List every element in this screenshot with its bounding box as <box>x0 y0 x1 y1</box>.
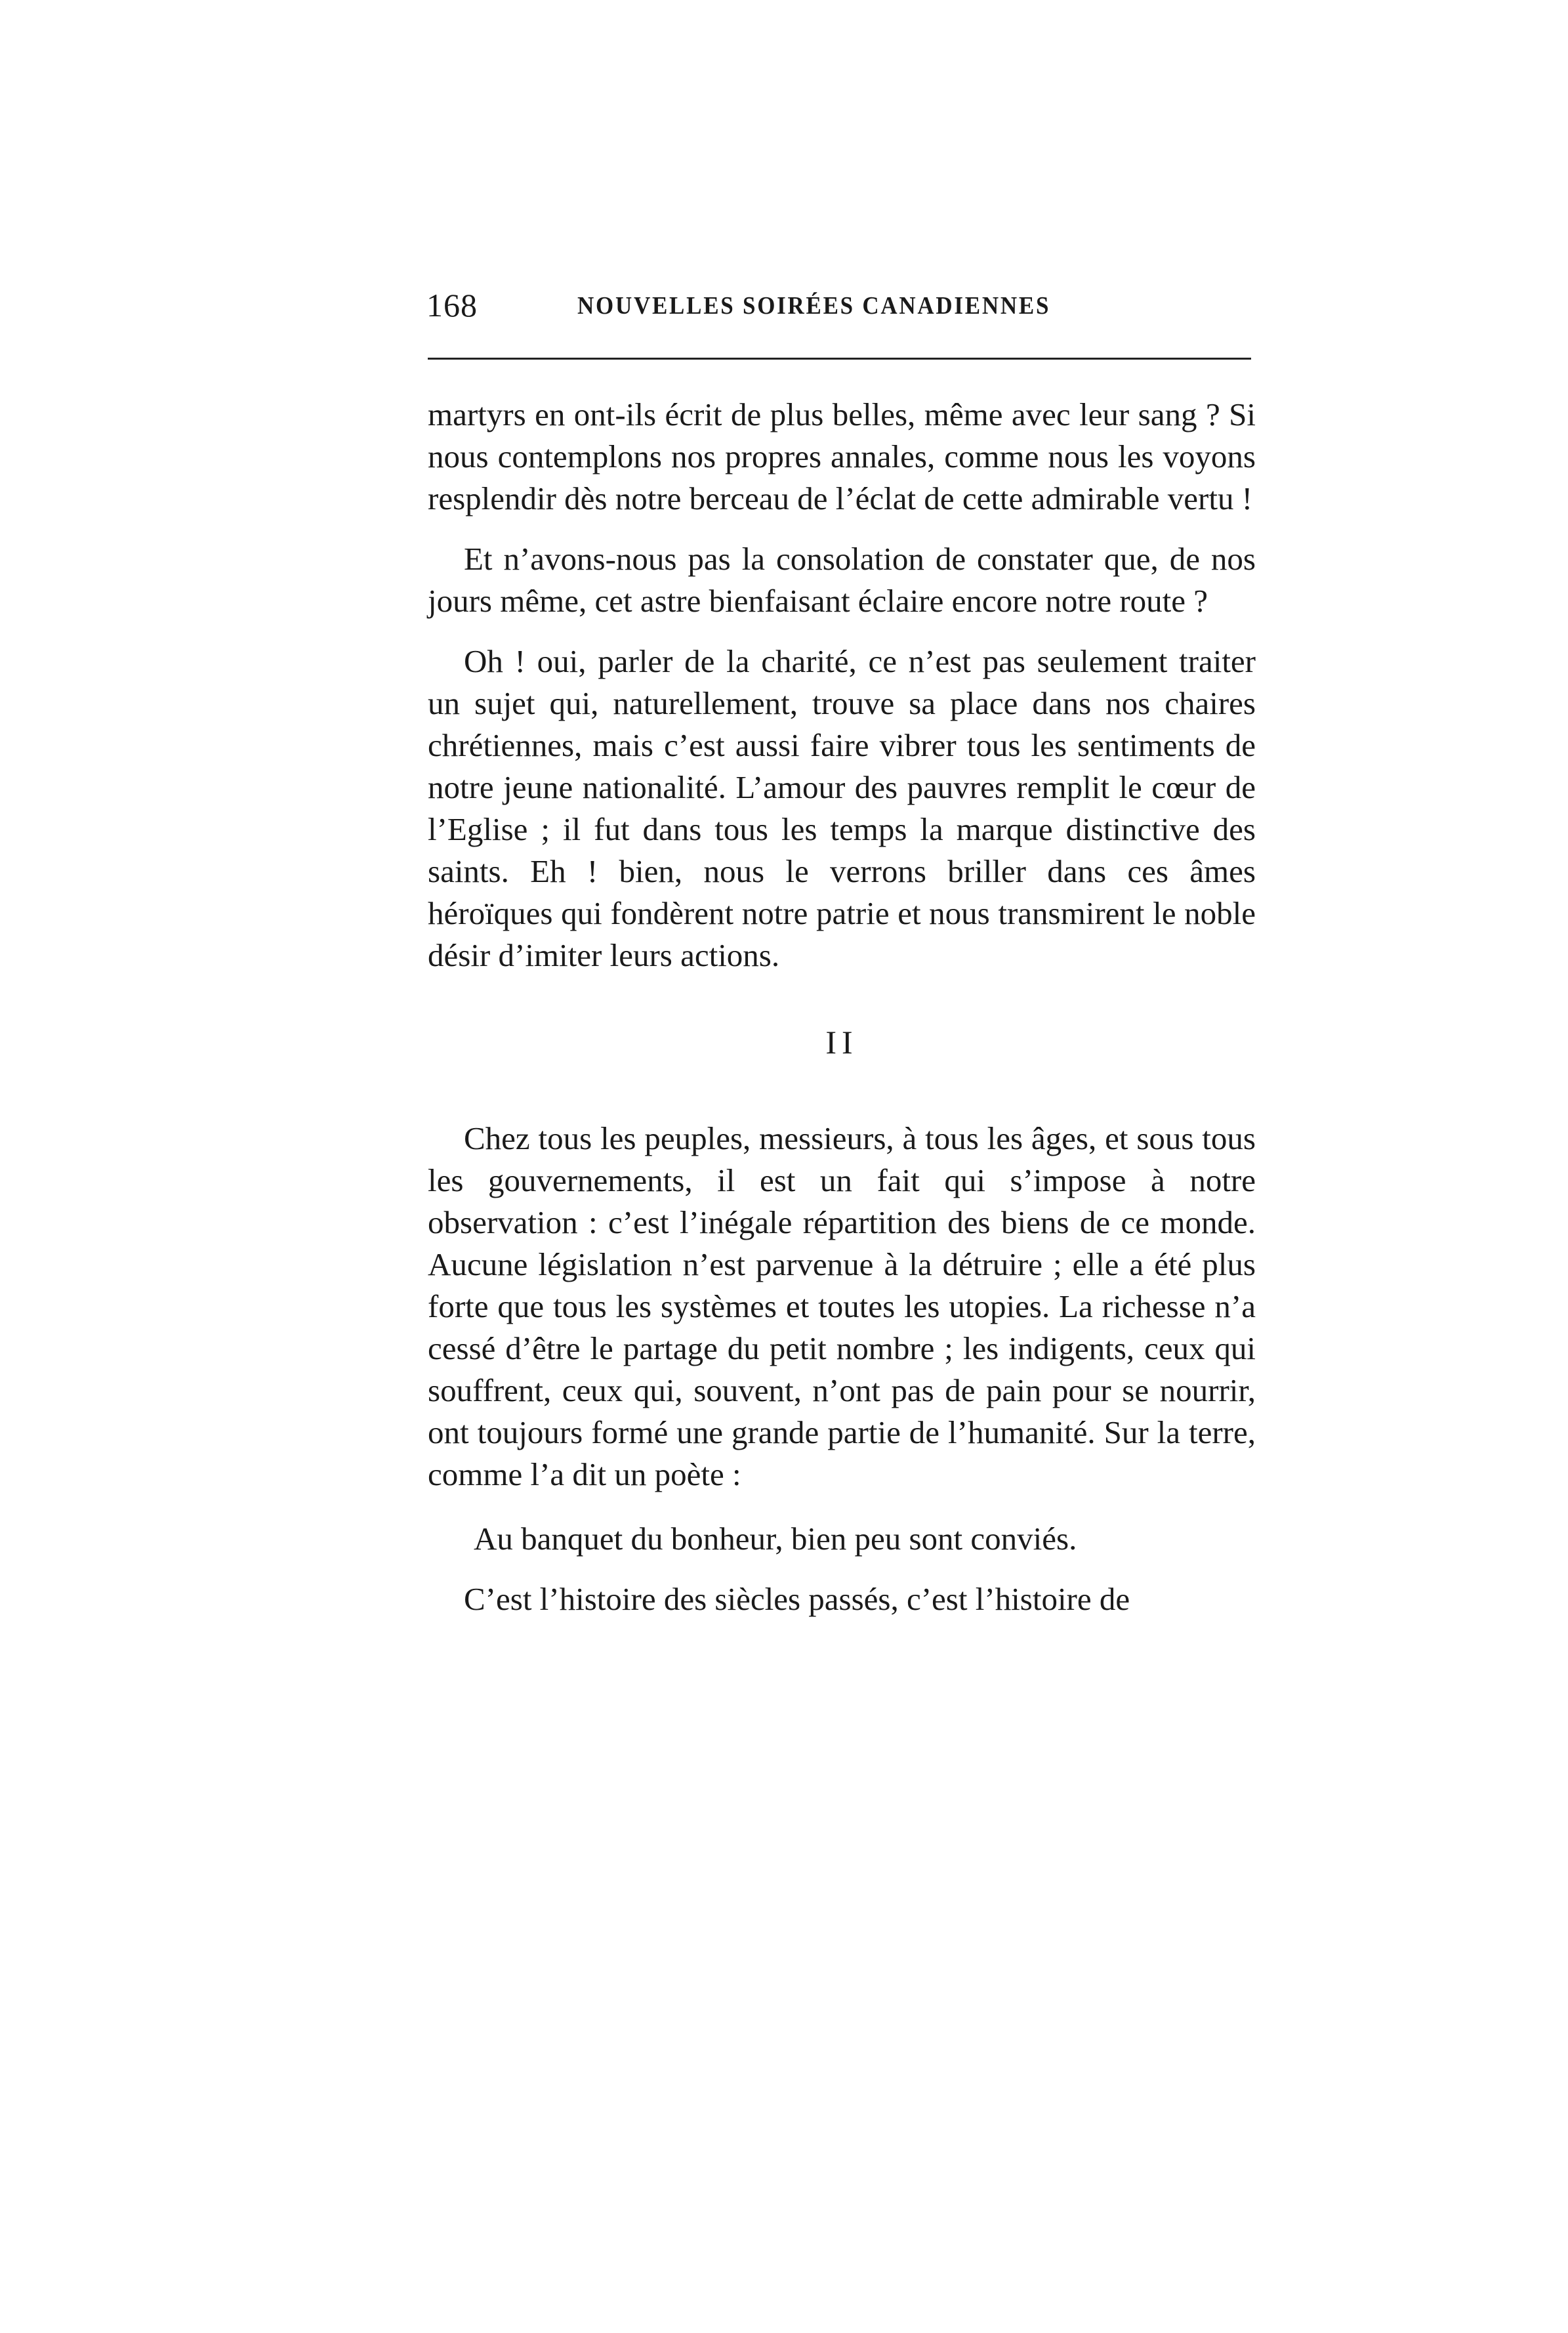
paragraph: martyrs en ont-ils écrit de plus belles, même avec leur sang ? Si nous contemplons nos propres annales, comme nous les voyons resplendir dès notre berceau de l’éclat de cette admirable vertu ! <box>428 396 1256 516</box>
body-text <box>428 394 1256 1620</box>
paragraph: C’est l’histoire des siècles passés, c’est l’histoire de <box>464 1581 1130 1617</box>
verse-quote: Au banquet du bonheur, bien peu sont conviés. <box>474 1521 1077 1557</box>
running-title: NOUVELLES SOIRÉES CANADIENNES <box>577 292 1051 320</box>
section-heading: II <box>825 1024 858 1061</box>
paragraph: Chez tous les peuples, messieurs, à tous les âges, et sous tous les gouvernements, il est un fait qui s’impose à notre observation : c’est l’inégale répartition des biens de ce monde. Aucune législation n’est parvenue à la détruire ; elle a été plus forte que tous les systèmes et toutes les utopies. La richesse n’a cessé d’être le partage du petit nombre ; les indigents, ceux qui souffrent, ceux qui, souvent, n’ont pas de pain pour se nourrir, ont toujours formé une grande partie de l’humanité. Sur la terre, comme l’a dit un poète : <box>428 1120 1256 1492</box>
paragraph: Et n’avons-nous pas la consolation de constater que, de nos jours même, cet astre bienfaisant éclaire encore notre route ? <box>428 541 1256 619</box>
header-rule <box>428 358 1251 360</box>
page-header <box>426 282 1256 328</box>
paragraph: Oh ! oui, parler de la charité, ce n’est pas seulement traiter un sujet qui, naturellement, trouve sa place dans nos chaires chrétiennes, mais c’est aussi faire vibrer tous les sentiments de notre jeune nationalité. L’amour des pauvres remplit le cœur de l’Eglise ; il fut dans tous les temps la marque distinctive des saints. Eh ! bien, nous le verrons briller dans ces âmes héroïques qui fondèrent notre patrie et nous transmirent le noble désir d’imiter leurs actions. <box>428 643 1256 973</box>
page-number: 168 <box>426 287 478 324</box>
